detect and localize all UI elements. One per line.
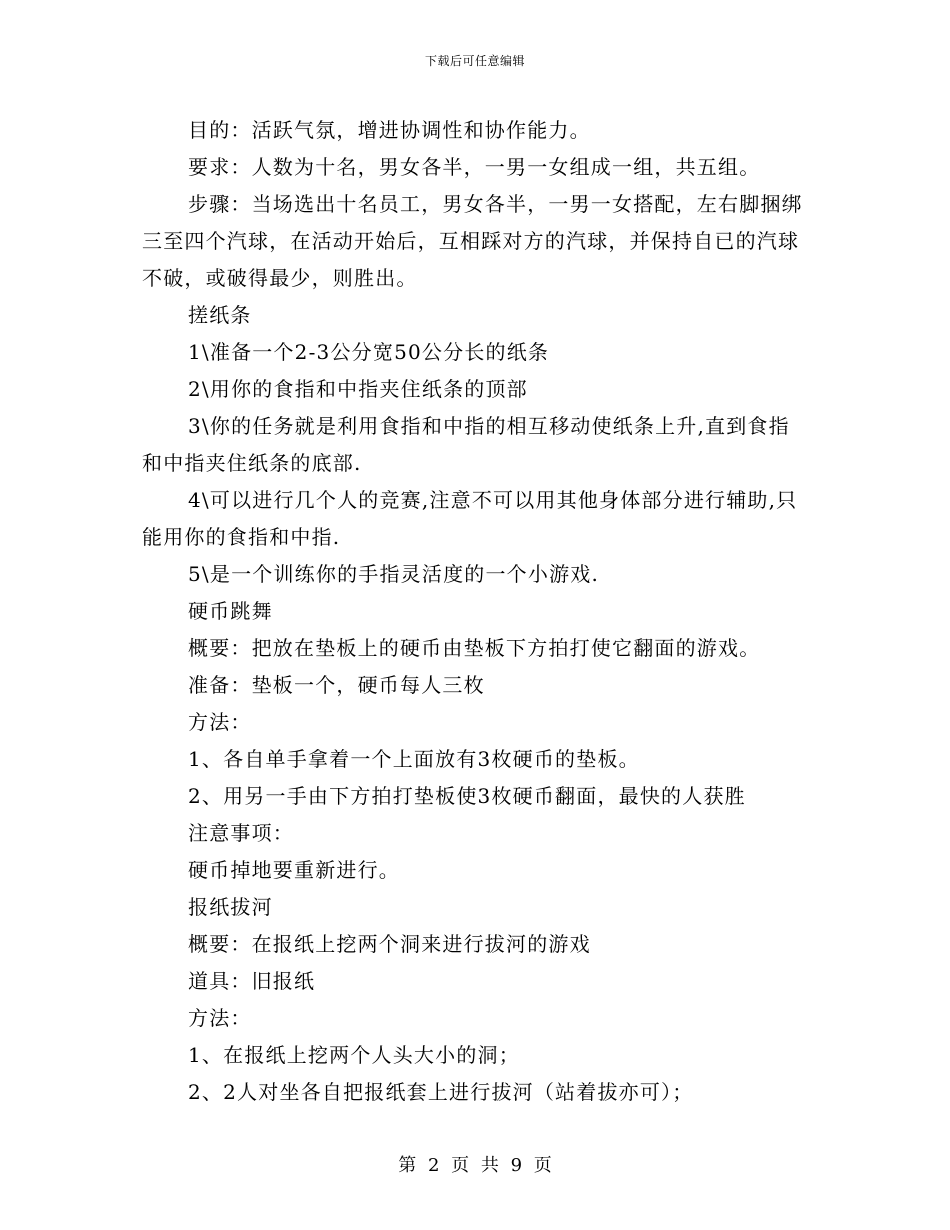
paragraph-requirement: 要求：人数为十名，男女各半，一男一女组成一组，共五组。 [188,155,761,179]
paragraph-note: 硬币掉地要重新进行。 [188,858,400,882]
paragraph-overview: 概要：在报纸上挖两个洞来进行拔河的游戏 [188,932,591,956]
list-item: 1、在报纸上挖两个人头大小的洞； [188,1043,520,1067]
section-title-coin-dance: 硬币跳舞 [188,599,273,623]
list-item: 1、各自单手拿着一个上面放有3枚硬币的垫板。 [188,747,640,771]
paragraph-notes-label: 注意事项： [188,821,294,845]
paragraph-steps: 步骤：当场选出十名员工，男女各半，一男一女搭配，左右脚捆绑三至四个汽球，在活动开始后，互相踩对方的汽球，并保持自已的汽球不破，或破得最少，则胜出。 [142,192,803,290]
list-item: 4\可以进行几个人的竞赛,注意不可以用其他身体部分进行辅助,只能用你的食指和中指. [142,488,798,549]
document-body [142,112,810,1111]
list-item: 2、用另一手由下方拍打垫板使3枚硬币翻面，最快的人获胜 [188,784,746,808]
paragraph-props: 道具：旧报纸 [188,969,316,993]
list-item: 2\用你的食指和中指夹住纸条的顶部 [188,377,528,401]
paragraph-preparation: 准备：垫板一个，硬币每人三枚 [188,673,485,697]
list-item: 3\你的任务就是利用食指和中指的相互移动使纸条上升,直到食指和中指夹住纸条的底部. [142,414,790,475]
list-item: 1\准备一个2-3公分宽50公分长的纸条 [188,340,550,364]
paragraph-method-label: 方法： [188,710,252,734]
page-header: 下载后可任意编辑 [424,54,525,68]
section-title-paper-strip: 搓纸条 [188,303,252,327]
list-item: 2、2人对坐各自把报纸套上进行拔河（站着拔亦可）； [188,1080,694,1104]
paragraph-purpose: 目的：活跃气氛，增进协调性和协作能力。 [188,118,591,142]
section-title-newspaper-tug: 报纸拔河 [188,895,273,919]
page-number-footer: 第 2 页 共 9 页 [398,1155,552,1176]
paragraph-method-label: 方法： [188,1006,252,1030]
paragraph-overview: 概要：把放在垫板上的硬币由垫板下方拍打使它翻面的游戏。 [188,636,761,660]
list-item: 5\是一个训练你的手指灵活度的一个小游戏. [188,562,600,586]
